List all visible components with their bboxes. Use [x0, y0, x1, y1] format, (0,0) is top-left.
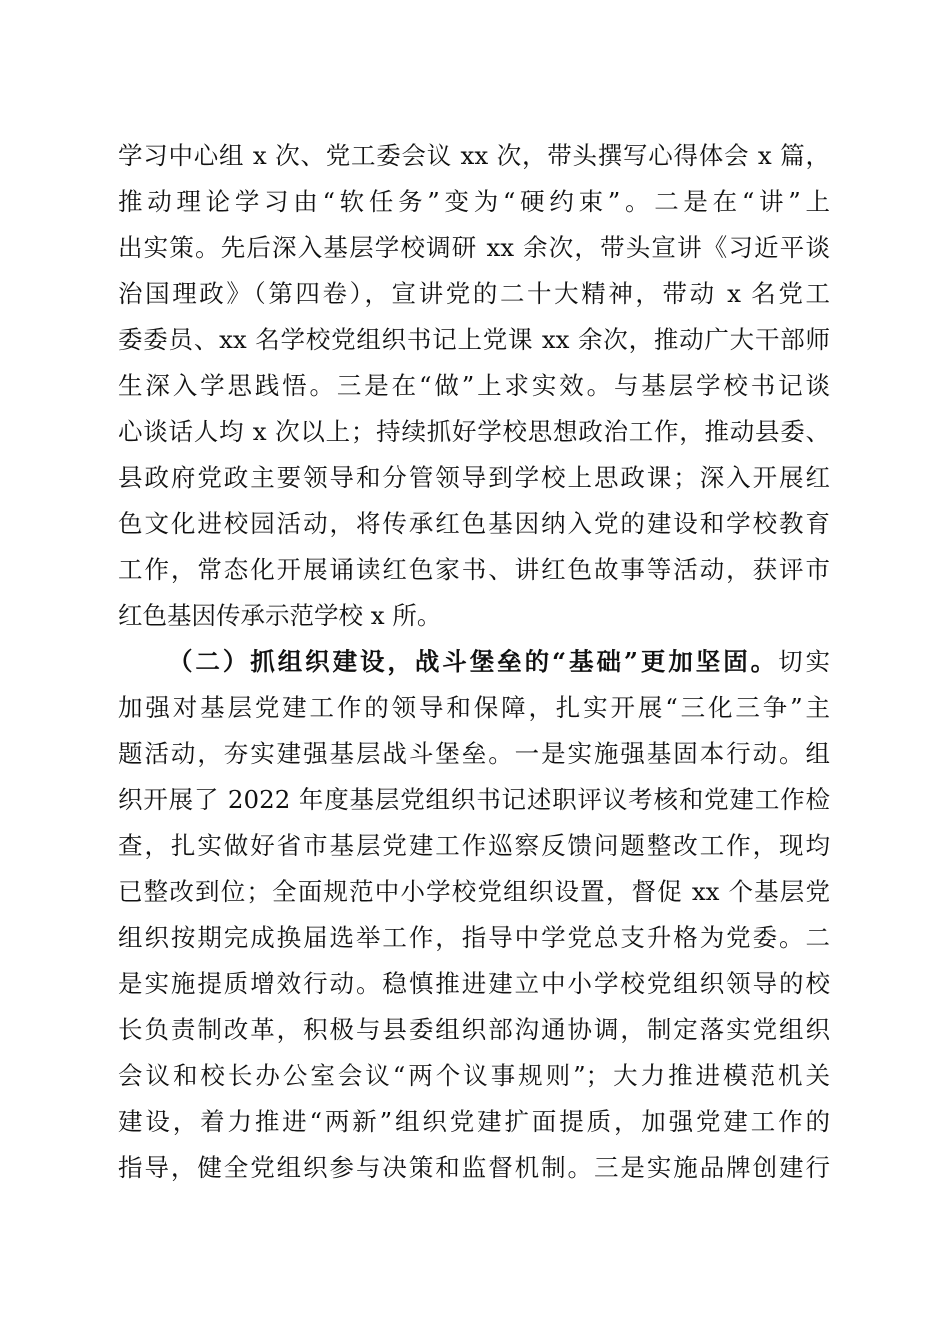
paragraph-1-line-1: 学习中心组 x 次、党工委会议 xx 次，带头撰写心得体会 x 篇，	[118, 141, 830, 170]
paragraph-1-line-6: 生深入学思践悟。三是在“做”上求实效。与基层学校书记谈	[118, 371, 830, 400]
paragraph-2-line-12: 指导，健全党组织参与决策和监督机制。三是实施品牌创建行	[118, 1153, 830, 1182]
paragraph-1-line-5: 委委员、xx 名学校党组织书记上党课 xx 余次，推动广大干部师	[118, 325, 830, 354]
paragraph-2-line-8: 是实施提质增效行动。稳慎推进建立中小学校党组织领导的校	[118, 969, 830, 998]
paragraph-2-line-4: 织开展了 2022 年度基层党组织书记述职评议考核和党建工作检	[118, 785, 830, 814]
paragraph-1-line-11: 红色基因传承示范学校 x 所。	[118, 601, 442, 630]
paragraph-2-line-3: 题活动，夯实建强基层战斗堡垒。一是实施强基固本行动。组	[118, 739, 830, 768]
paragraph-2-line-1	[168, 642, 830, 682]
paragraph-2-line-1-rest: 切实	[778, 647, 830, 676]
paragraph-1-line-4: 治国理政》（第四卷），宣讲党的二十大精神，带动 x 名党工	[118, 279, 830, 308]
paragraph-2-line-11: 建设，着力推进“两新”组织党建扩面提质，加强党建工作的	[118, 1107, 830, 1136]
paragraph-1-line-3: 出实策。先后深入基层学校调研 xx 余次，带头宣讲《习近平谈	[118, 233, 830, 262]
paragraph-2-line-6: 已整改到位；全面规范中小学校党组织设置，督促 xx 个基层党	[118, 877, 830, 906]
paragraph-2-line-10: 会议和校长办公室会议“两个议事规则”；大力推进模范机关	[118, 1061, 830, 1090]
section-heading: （二）抓组织建设，战斗堡垒的“基础”更加坚固。	[168, 647, 779, 676]
paragraph-1-line-9: 色文化进校园活动，将传承红色基因纳入党的建设和学校教育	[118, 509, 830, 538]
paragraph-2-line-5: 查，扎实做好省市基层党建工作巡察反馈问题整改工作，现均	[118, 831, 830, 860]
paragraph-2-line-9: 长负责制改革，积极与县委组织部沟通协调，制定落实党组织	[118, 1015, 830, 1044]
paragraph-2-line-7: 组织按期完成换届选举工作，指导中学党总支升格为党委。二	[118, 923, 830, 952]
paragraph-1-line-8: 县政府党政主要领导和分管领导到学校上思政课；深入开展红	[118, 463, 830, 492]
paragraph-1-line-10: 工作，常态化开展诵读红色家书、讲红色故事等活动，获评市	[118, 555, 830, 584]
paragraph-1-line-7: 心谈话人均 x 次以上；持续抓好学校思想政治工作，推动县委、	[118, 417, 830, 446]
paragraph-1-line-2: 推动理论学习由“软任务”变为“硬约束”。二是在“讲”上	[118, 187, 830, 216]
paragraph-2-line-2: 加强对基层党建工作的领导和保障，扎实开展“三化三争”主	[118, 693, 830, 722]
